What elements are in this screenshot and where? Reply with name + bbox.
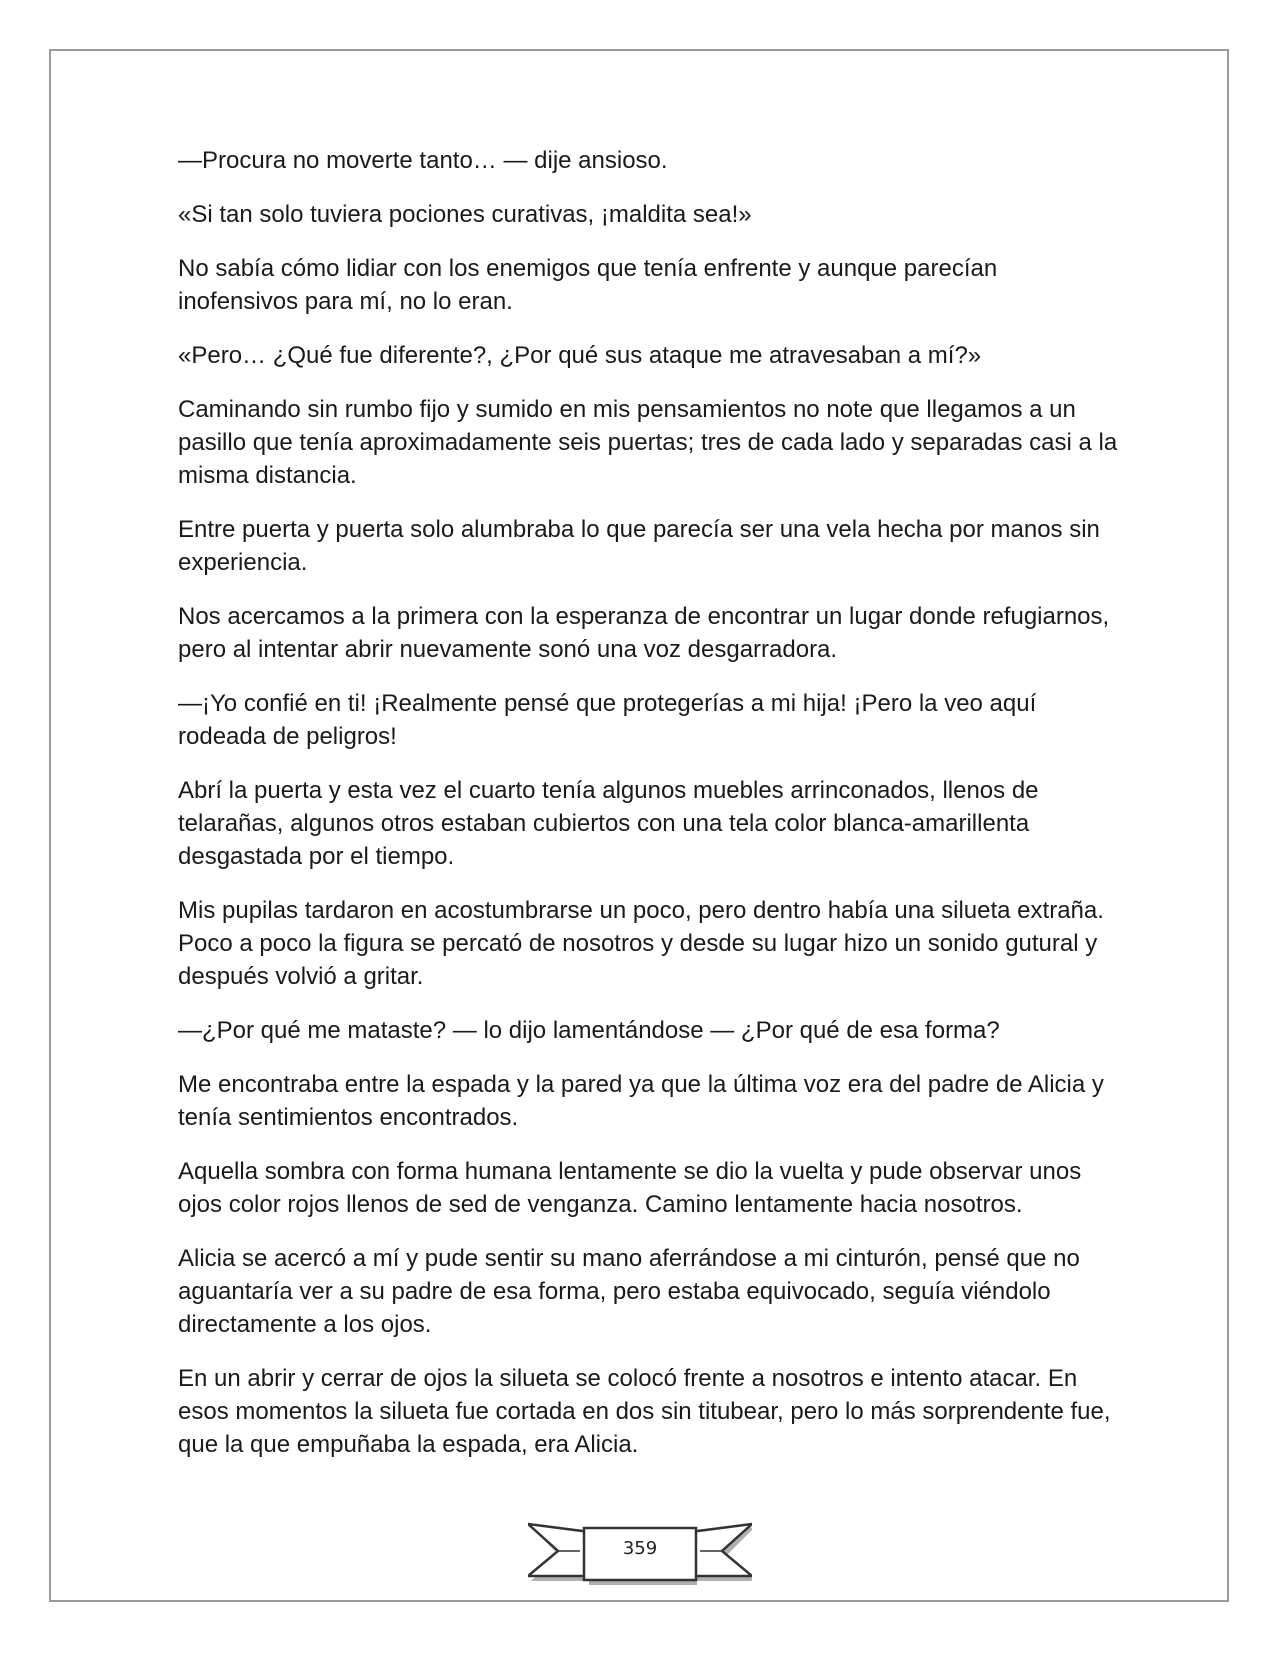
paragraph: En un abrir y cerrar de ojos la silueta se colocó frente a nosotros e intento atacar. En esos momentos la silueta fue cortada en dos sin titubear, pero lo más sorprendente fue, que la que empuñaba la espada, era Alicia. bbox=[178, 1365, 1111, 1458]
paragraph: —¿Por qué me mataste? — lo dijo lamentándose — ¿Por qué de esa forma? bbox=[178, 1017, 1000, 1044]
paragraph: Caminando sin rumbo fijo y sumido en mis pensamientos no note que llegamos a un pasillo que tenía aproximadamente seis puertas; tres de cada lado y separadas casi a la misma distancia. bbox=[178, 396, 1118, 489]
paragraph: No sabía cómo lidiar con los enemigos que tenía enfrente y aunque parecían inofensivos para mí, no lo eran. bbox=[178, 255, 998, 315]
paragraph: Abrí la puerta y esta vez el cuarto tenía algunos muebles arrinconados, llenos de telarañas, algunos otros estaban cubiertos con una tela color blanca-amarillenta desgastada por el tiempo. bbox=[178, 777, 1039, 870]
paragraph: Entre puerta y puerta solo alumbraba lo que parecía ser una vela hecha por manos sin experiencia. bbox=[178, 516, 1100, 576]
paragraph: Me encontraba entre la espada y la pared ya que la última voz era del padre de Alicia y tenía sentimientos encontrados. bbox=[178, 1071, 1104, 1131]
paragraph: «Pero… ¿Qué fue diferente?, ¿Por qué sus ataque me atravesaban a mí?» bbox=[178, 342, 982, 369]
paragraph: —Procura no moverte tanto… — dije ansioso. bbox=[178, 147, 668, 174]
page-number-banner bbox=[528, 1518, 752, 1590]
paragraph: Mis pupilas tardaron en acostumbrarse un poco, pero dentro había una silueta extraña. Poco a poco la figura se percató de nosotros y desde su lugar hizo un sonido gutural y después volvió a gritar. bbox=[178, 897, 1104, 990]
paragraph: Aquella sombra con forma humana lentamente se dio la vuelta y pude observar unos ojos color rojos llenos de sed de venganza. Camino lentamente hacia nosotros. bbox=[178, 1158, 1082, 1218]
paragraph: «Si tan solo tuviera pociones curativas, ¡maldita sea!» bbox=[178, 201, 752, 228]
paragraph: Alicia se acercó a mí y pude sentir su mano aferrándose a mi cinturón, pensé que no aguantaría ver a su padre de esa forma, pero estaba equivocado, seguía viéndolo directamente a los ojos. bbox=[178, 1245, 1080, 1338]
paragraph: Nos acercamos a la primera con la esperanza de encontrar un lugar donde refugiarnos, pero al intentar abrir nuevamente sonó una voz desgarradora. bbox=[178, 603, 1110, 663]
paragraph: —¡Yo confié en ti! ¡Realmente pensé que protegerías a mi hija! ¡Pero la veo aquí rodeada de peligros! bbox=[178, 690, 1037, 750]
page-number: 359 bbox=[622, 1538, 658, 1559]
body-text bbox=[178, 144, 1118, 1482]
